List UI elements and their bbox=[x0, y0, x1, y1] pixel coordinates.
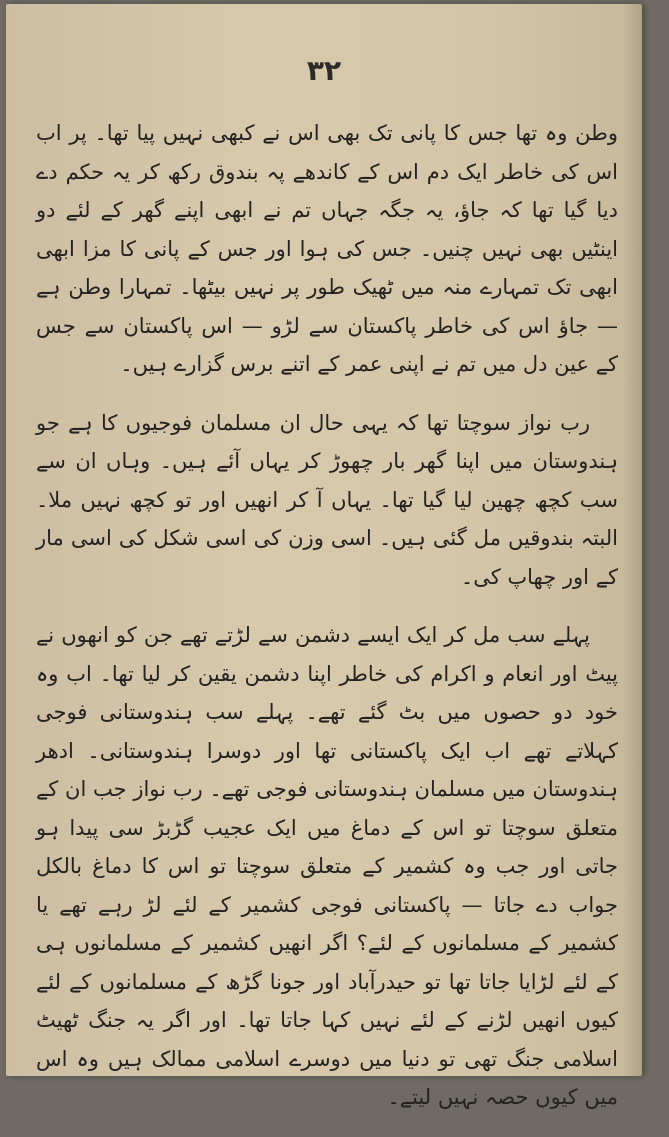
page-body-text bbox=[36, 114, 618, 1137]
paragraph-2: رب نواز سوچتا تھا کہ یہی حال ان مسلمان فوجیوں کا ہے جو ہندوستان میں اپنا گھر بار چھوڑ کر یہاں آئے ہیں۔ وہاں ان سے سب کچھ چھین لیا گیا تھا۔ یہاں آ کر انھیں اور تو کچھ نہیں ملا۔ البتہ بندوقیں مل گئی ہیں۔ اسی وزن کی اسی شکل کی اسی مار کے اور چھاپ کی۔ bbox=[36, 410, 618, 589]
page-number: ۳۲ bbox=[306, 54, 342, 87]
book-page bbox=[6, 4, 642, 1109]
paragraph-1: وطن وہ تھا جس کا پانی تک بھی اس نے کبھی نہیں پیا تھا۔ پر اب اس کی خاطر ایک دم اس کے کاندھے پہ بندوق رکھ کر یہ حکم دے دیا گیا تھا کہ جاؤ، یہ جگہ جہاں تم نے ابھی اپنے گھر کے لئے دو اینٹیں بھی نہیں چنیں۔ جس کی ہوا اور جس کے پانی کا مزا ابھی ابھی تک تمہارے منہ میں ٹھیک طور پر نہیں بیٹھا۔ تمہارا وطن ہے — جاؤ اس کی خاطر پاکستان سے لڑو — اس پاکستان سے جس کے عین دل میں تم نے اپنی عمر کے اتنے برس گزارے ہیں۔ bbox=[36, 121, 618, 376]
page-edge-shadow bbox=[624, 4, 642, 1076]
paragraph-3: پہلے سب مل کر ایک ایسے دشمن سے لڑتے تھے جن کو انھوں نے پیٹ اور انعام و اکرام کی خاطر اپنا دشمن یقین کر لیا تھا۔ اب وہ خود دو حصوں میں بٹ گئے تھے۔ پہلے سب ہندوستانی فوجی کہلاتے تھے اب ایک پاکستانی تھا اور دوسرا ہندوستانی۔ ادھر ہندوستان میں مسلمان ہندوستانی فوجی تھے۔ رب نواز جب ان کے متعلق سوچتا تو اس کے دماغ میں ایک عجیب گڑبڑ سی پیدا ہو جاتی اور جب وہ کشمیر کے متعلق سوچتا تو اس کا دماغ بالکل جواب دے جاتا — پاکستانی فوجی کشمیر کے لئے لڑ رہے تھے یا کشمیر کے مسلمانوں کے لئے؟ اگر انھیں کشمیر کے مسلمانوں ہی کے لئے لڑایا جاتا تھا تو حیدرآباد اور جونا گڑھ کے مسلمانوں کے لئے کیوں انھیں لڑنے کے لئے نہیں کہا جاتا تھا۔ اور اگر یہ جنگ ٹھیٹ اسلامی جنگ تھی تو دنیا میں دوسرے اسلامی ممالک ہیں وہ اس میں کیوں حصہ نہیں لیتے۔ bbox=[36, 623, 618, 1109]
